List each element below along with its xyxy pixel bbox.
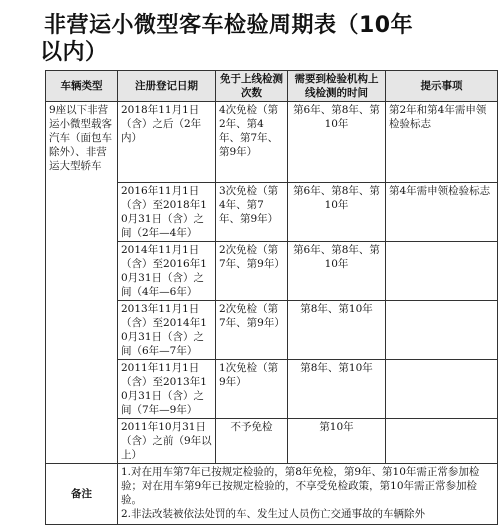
exempt-cell: 1次免检（第9年） <box>216 360 288 419</box>
title-line-1: 非营运小微型客车检验周期表（10年 <box>44 13 414 38</box>
tip-cell: 第2年和第4年需申领检验标志 <box>386 102 498 183</box>
registration-date-cell: 2011年10月31日（含）之前（9年以上） <box>118 419 216 464</box>
vehicle-type-cell: 9座以下非营运小微型载客汽车（面包车除外）、非营运大型轿车 <box>46 102 118 464</box>
inspect-cell: 第6年、第8年、第10年 <box>288 102 386 183</box>
exempt-cell: 不予免检 <box>216 419 288 464</box>
exempt-cell: 4次免检（第2年、第4年、第7年、第9年） <box>216 102 288 183</box>
registration-date-cell: 2018年11月1日（含）之后（2年内） <box>118 102 216 183</box>
note-1: 1.对在用车第7年已按规定检验的，第8年免检，第9年、第10年需正常参加检验；对在用车第9年已按规定检验的，不享受免检政策，第10年需正常参加检验。 <box>121 466 480 506</box>
tip-cell <box>386 360 498 419</box>
inspect-cell: 第8年、第10年 <box>288 301 386 360</box>
inspect-cell: 第8年、第10年 <box>288 360 386 419</box>
registration-date-cell: 2011年11月1日（含）至2013年10月31日（含）之间（7年—9年） <box>118 360 216 419</box>
page-title <box>40 12 484 66</box>
exempt-cell: 2次免检（第7年、第9年） <box>216 301 288 360</box>
note-2: 2.非法改装被依法处罚的车、发生过人员伤亡交通事故的车辆除外 <box>121 508 426 520</box>
header-registration-date: 注册登记日期 <box>118 71 216 102</box>
tip-cell <box>386 301 498 360</box>
tip-cell <box>386 242 498 301</box>
notes-label: 备注 <box>46 464 118 525</box>
inspection-cycle-table <box>45 70 498 525</box>
table-header-row <box>46 71 498 102</box>
registration-date-cell: 2014年11月1日（含）至2016年10月31日（含）之间（4年—6年） <box>118 242 216 301</box>
inspect-cell: 第6年、第8年、第10年 <box>288 242 386 301</box>
exempt-cell: 3次免检（第4年、第7年、第9年） <box>216 183 288 242</box>
header-tips: 提示事项 <box>386 71 498 102</box>
notes-text <box>118 464 498 525</box>
inspect-cell: 第10年 <box>288 419 386 464</box>
header-vehicle-type: 车辆类型 <box>46 71 118 102</box>
tip-cell <box>386 419 498 464</box>
header-inspection-time: 需要到检验机构上线检测的时间 <box>288 71 386 102</box>
registration-date-cell: 2013年11月1日（含）至2014年10月31日（含）之间（6年—7年） <box>118 301 216 360</box>
registration-date-cell: 2016年11月1日（含）至2018年10月31日（含）之间（2年—4年） <box>118 183 216 242</box>
table-row <box>46 102 498 183</box>
inspect-cell: 第6年、第8年、第10年 <box>288 183 386 242</box>
notes-row <box>46 464 498 525</box>
tip-cell: 第4年需申领检验标志 <box>386 183 498 242</box>
exempt-cell: 2次免检（第7年、第9年） <box>216 242 288 301</box>
title-line-2: 以内） <box>40 40 108 65</box>
header-exempt-count: 免于上线检测次数 <box>216 71 288 102</box>
